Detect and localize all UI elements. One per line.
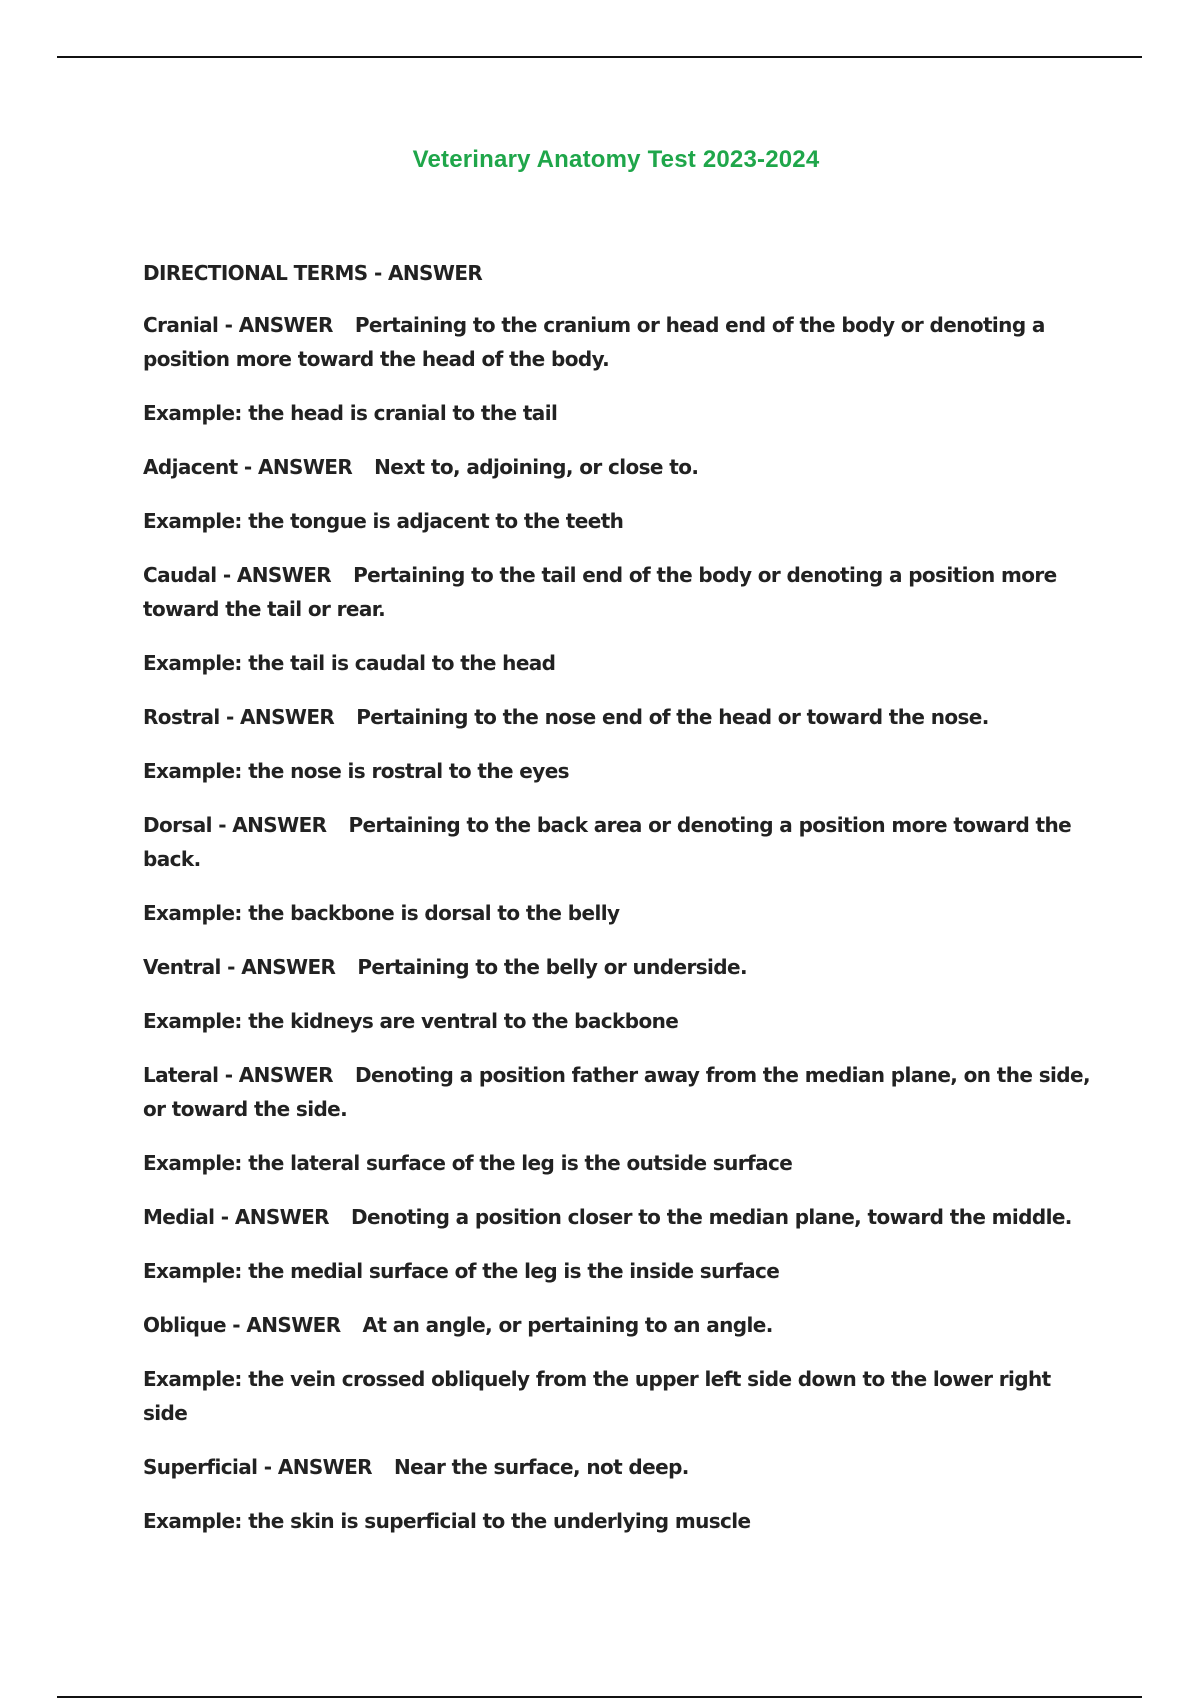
term-label: Ventral - ANSWER	[143, 955, 336, 979]
bottom-rule	[57, 1696, 1142, 1698]
term-label: Caudal - ANSWER	[143, 563, 332, 587]
term-label: Dorsal - ANSWER	[143, 813, 327, 837]
example-adjacent: Example: the tongue is adjacent to the teeth	[143, 509, 624, 533]
entry-ventral	[143, 950, 1093, 984]
example-ventral: Example: the kidneys are ventral to the backbone	[143, 1009, 679, 1033]
entry-caudal	[143, 558, 1093, 626]
term-definition: Pertaining to the nose end of the head or toward the nose.	[356, 705, 989, 729]
term-label: Medial - ANSWER	[143, 1205, 329, 1229]
term-definition: Denoting a position father away from the median plane, on the side, or toward the side.	[143, 1063, 1090, 1121]
example-dorsal: Example: the backbone is dorsal to the belly	[143, 901, 620, 925]
term-label: Adjacent - ANSWER	[143, 455, 353, 479]
term-definition: At an angle, or pertaining to an angle.	[362, 1313, 773, 1337]
term-label: Oblique - ANSWER	[143, 1313, 341, 1337]
term-label: Superficial - ANSWER	[143, 1455, 372, 1479]
term-definition: Pertaining to the back area or denoting a position more toward the back.	[143, 813, 1072, 871]
term-definition: Pertaining to the tail end of the body or denoting a position more toward the tail or rear.	[143, 563, 1057, 621]
entry-rostral	[143, 700, 1093, 734]
term-definition: Denoting a position closer to the median plane, toward the middle.	[350, 1205, 1072, 1229]
entry-cranial	[143, 308, 1093, 376]
term-definition: Pertaining to the belly or underside.	[357, 955, 747, 979]
example-rostral: Example: the nose is rostral to the eyes	[143, 759, 569, 783]
term-definition: Near the surface, not deep.	[393, 1455, 689, 1479]
example-oblique: Example: the vein crossed obliquely from the upper left side down to the lower right side	[143, 1367, 1051, 1425]
entry-dorsal	[143, 808, 1093, 876]
entry-lateral	[143, 1058, 1093, 1126]
example-cranial: Example: the head is cranial to the tail	[143, 401, 558, 425]
entry-superficial	[143, 1450, 1093, 1484]
term-label: Rostral - ANSWER	[143, 705, 335, 729]
example-caudal: Example: the tail is caudal to the head	[143, 651, 556, 675]
term-label: Lateral - ANSWER	[143, 1063, 333, 1087]
term-definition: Pertaining to the cranium or head end of the body or denoting a position more toward the head of the body.	[143, 313, 1045, 371]
entry-medial	[143, 1200, 1093, 1234]
example-medial: Example: the medial surface of the leg is the inside surface	[143, 1259, 780, 1283]
section-heading: DIRECTIONAL TERMS - ANSWER	[143, 261, 483, 285]
example-lateral: Example: the lateral surface of the leg is the outside surface	[143, 1151, 793, 1175]
term-definition: Next to, adjoining, or close to.	[374, 455, 699, 479]
entry-oblique	[143, 1308, 1093, 1342]
document-body	[143, 256, 1093, 1558]
document-title: Veterinary Anatomy Test 2023-2024	[412, 146, 820, 173]
term-label: Cranial - ANSWER	[143, 313, 333, 337]
entry-adjacent	[143, 450, 1093, 484]
top-rule	[57, 56, 1142, 58]
example-superficial: Example: the skin is superficial to the underlying muscle	[143, 1509, 751, 1533]
